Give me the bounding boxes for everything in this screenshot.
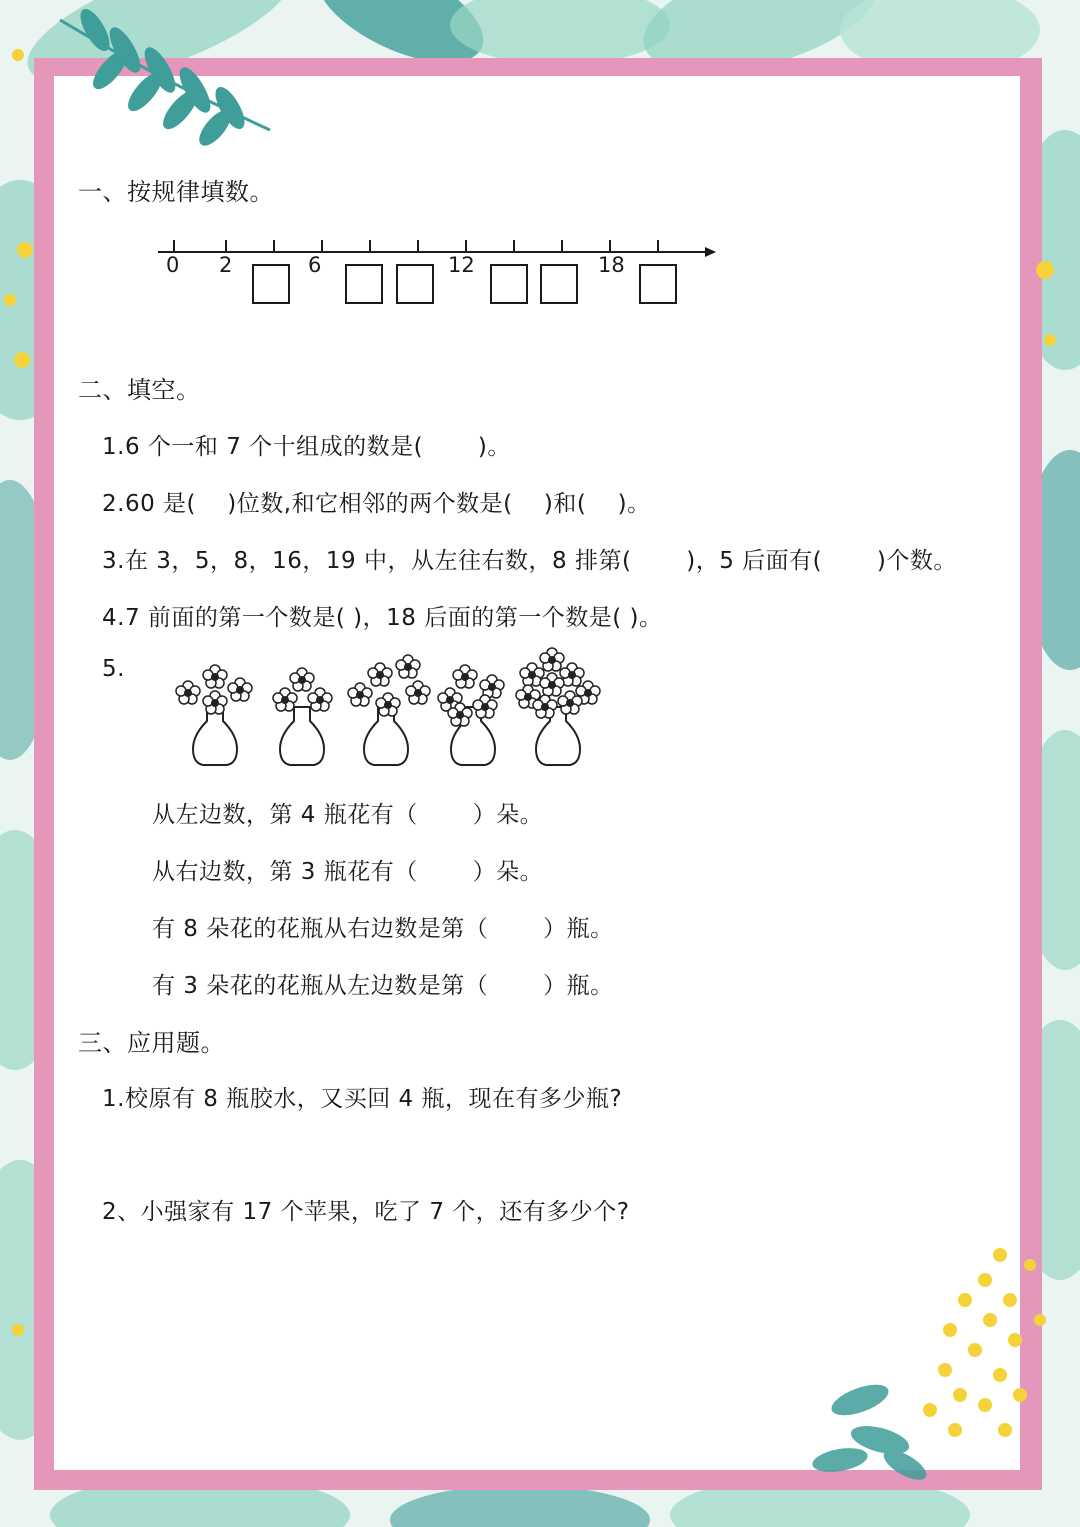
answer-box[interactable] [252, 264, 290, 304]
question-2-1: 1.6 个一和 7 个十组成的数是( )。 [102, 434, 511, 460]
question-3-2: 2、小强家有 17 个苹果，吃了 7 个，还有多少个? [102, 1199, 630, 1225]
question-2-5-line-1: 从左边数，第 4 瓶花有（ ）朵。 [152, 802, 544, 828]
answer-box[interactable] [639, 264, 677, 304]
question-3-1: 1.校原有 8 瓶胶水，又买回 4 瓶，现在有多少瓶? [102, 1086, 623, 1112]
section-3-title: 三、应用题。 [78, 1029, 225, 1057]
answer-box[interactable] [490, 264, 528, 304]
section-1-title: 一、按规律填数。 [78, 178, 274, 206]
question-2-5-label: 5. [102, 656, 125, 682]
tick-label-12: 12 [448, 253, 475, 277]
answer-box[interactable] [345, 264, 383, 304]
question-2-2: 2.60 是( )位数,和它相邻的两个数是( )和( )。 [102, 491, 651, 517]
flower-vases-illustration [160, 645, 610, 770]
answer-box[interactable] [540, 264, 578, 304]
question-2-5-line-2: 从右边数，第 3 瓶花有（ ）朵。 [152, 859, 544, 885]
section-2-title: 二、填空。 [78, 376, 201, 404]
tick-label-18: 18 [598, 253, 625, 277]
question-2-5-line-3: 有 8 朵花的花瓶从右边数是第（ ）瓶。 [152, 916, 614, 942]
tick-label-0: 0 [166, 253, 180, 277]
answer-box[interactable] [396, 264, 434, 304]
question-2-3: 3.在 3，5，8，16，19 中，从左往右数，8 排第( )，5 后面有( )个数。 [102, 548, 957, 574]
question-2-5-line-4: 有 3 朵花的花瓶从左边数是第（ ）瓶。 [152, 973, 614, 999]
tick-label-6: 6 [308, 253, 322, 277]
question-2-4: 4.7 前面的第一个数是( )，18 后面的第一个数是( )。 [102, 605, 663, 631]
tick-label-2: 2 [219, 253, 233, 277]
